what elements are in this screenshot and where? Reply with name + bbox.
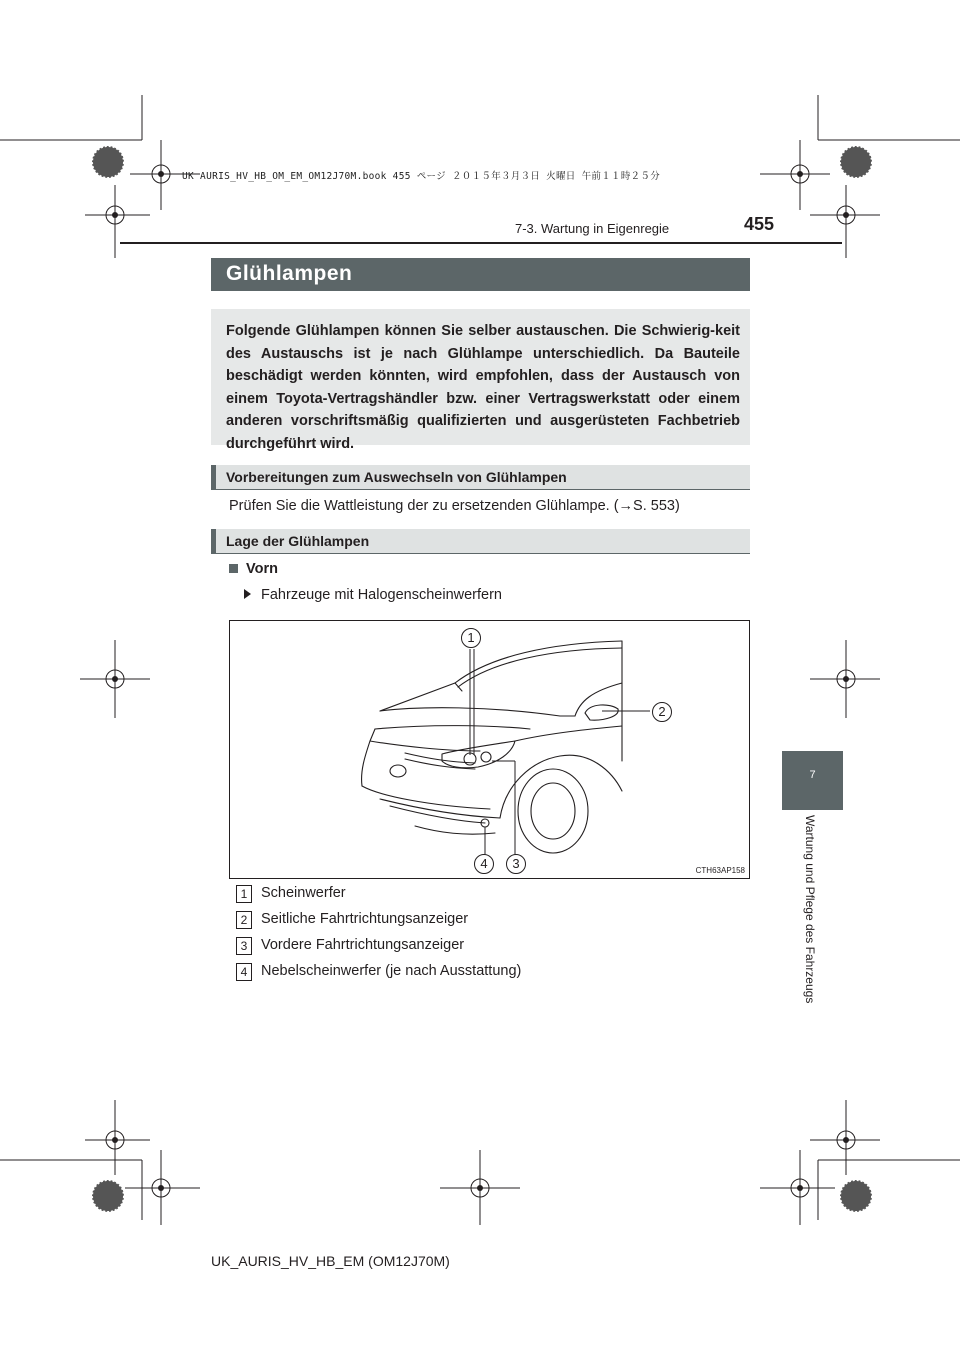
location-heading: Lage der Glühlampen <box>226 533 370 549</box>
variant-label: Fahrzeuge mit Halogenscheinwerfern <box>261 587 502 603</box>
footer-doc-id: UK_AURIS_HV_HB_EM (OM12J70M) <box>211 1253 450 1269</box>
legend-label: Seitliche Fahrtrichtungsanzeiger <box>261 911 469 927</box>
legend-number: 4 <box>236 963 252 981</box>
intro-text: Folgende Glühlampen können Sie selber austauschen. Die Schwierig-keit des Austauschs ist je nach Glühlampe unterschiedlich. Da Bauteile beschädigt werden könnten, wird empfohlen, dass der Austausch von einem Toyota-Vertragshändler bzw. einer Vertragswerkstatt oder einem anderen vorschriftsmäßig qualifizierten und ausgerüsteten Fachbetrieb durchgeführt wird. <box>226 323 740 452</box>
preparation-heading: Vorbereitungen zum Auswechseln von Glühlampen <box>226 469 567 485</box>
location-heading-bar <box>211 529 750 554</box>
legend-label: Nebelscheinwerfer (je nach Ausstattung) <box>261 963 522 979</box>
triangle-bullet-icon <box>244 589 251 599</box>
chapter-title-vertical <box>803 815 821 1035</box>
car-front-illustration <box>230 621 749 878</box>
intro-box <box>211 309 750 452</box>
bulb-location-figure <box>229 620 750 879</box>
preparation-text: Prüfen Sie die Wattleistung der zu ersetzenden Glühlampe. (→S. 553) <box>229 498 680 514</box>
legend-label: Scheinwerfer <box>261 885 346 901</box>
header-rule <box>120 242 842 244</box>
figure-code: CTH63AP158 <box>695 866 745 875</box>
legend-label: Vordere Fahrtrichtungsanzeiger <box>261 937 465 953</box>
variant-label-row <box>244 587 502 603</box>
heading-accent <box>211 529 216 553</box>
section-breadcrumb: 7-3. Wartung in Eigenregie <box>515 221 670 236</box>
front-label: Vorn <box>246 561 278 577</box>
callout-4: 4 <box>474 854 494 874</box>
legend-number: 1 <box>236 885 252 903</box>
callout-2: 2 <box>652 702 672 722</box>
square-bullet-icon <box>229 564 238 573</box>
callout-1: 1 <box>461 628 481 648</box>
front-label-row <box>229 561 278 577</box>
heading-accent <box>211 465 216 489</box>
page-title: Glühlampen <box>226 262 353 285</box>
chapter-tab <box>782 751 843 810</box>
chapter-number: 7 <box>809 769 816 781</box>
preparation-heading-bar <box>211 465 750 490</box>
legend-number: 2 <box>236 911 252 929</box>
print-info-line: UK AURIS_HV_HB_OM_EM_OM12J70M.book 455 ページ ２０１５年３月３日 火曜日 午前１１時２５分 <box>182 171 661 182</box>
page-title-bar <box>211 258 750 291</box>
chapter-title: Wartung und Pflege des Fahrzeugs <box>803 815 817 1004</box>
page-number: 455 <box>744 214 775 234</box>
callout-3: 3 <box>506 854 526 874</box>
legend-number: 3 <box>236 937 252 955</box>
